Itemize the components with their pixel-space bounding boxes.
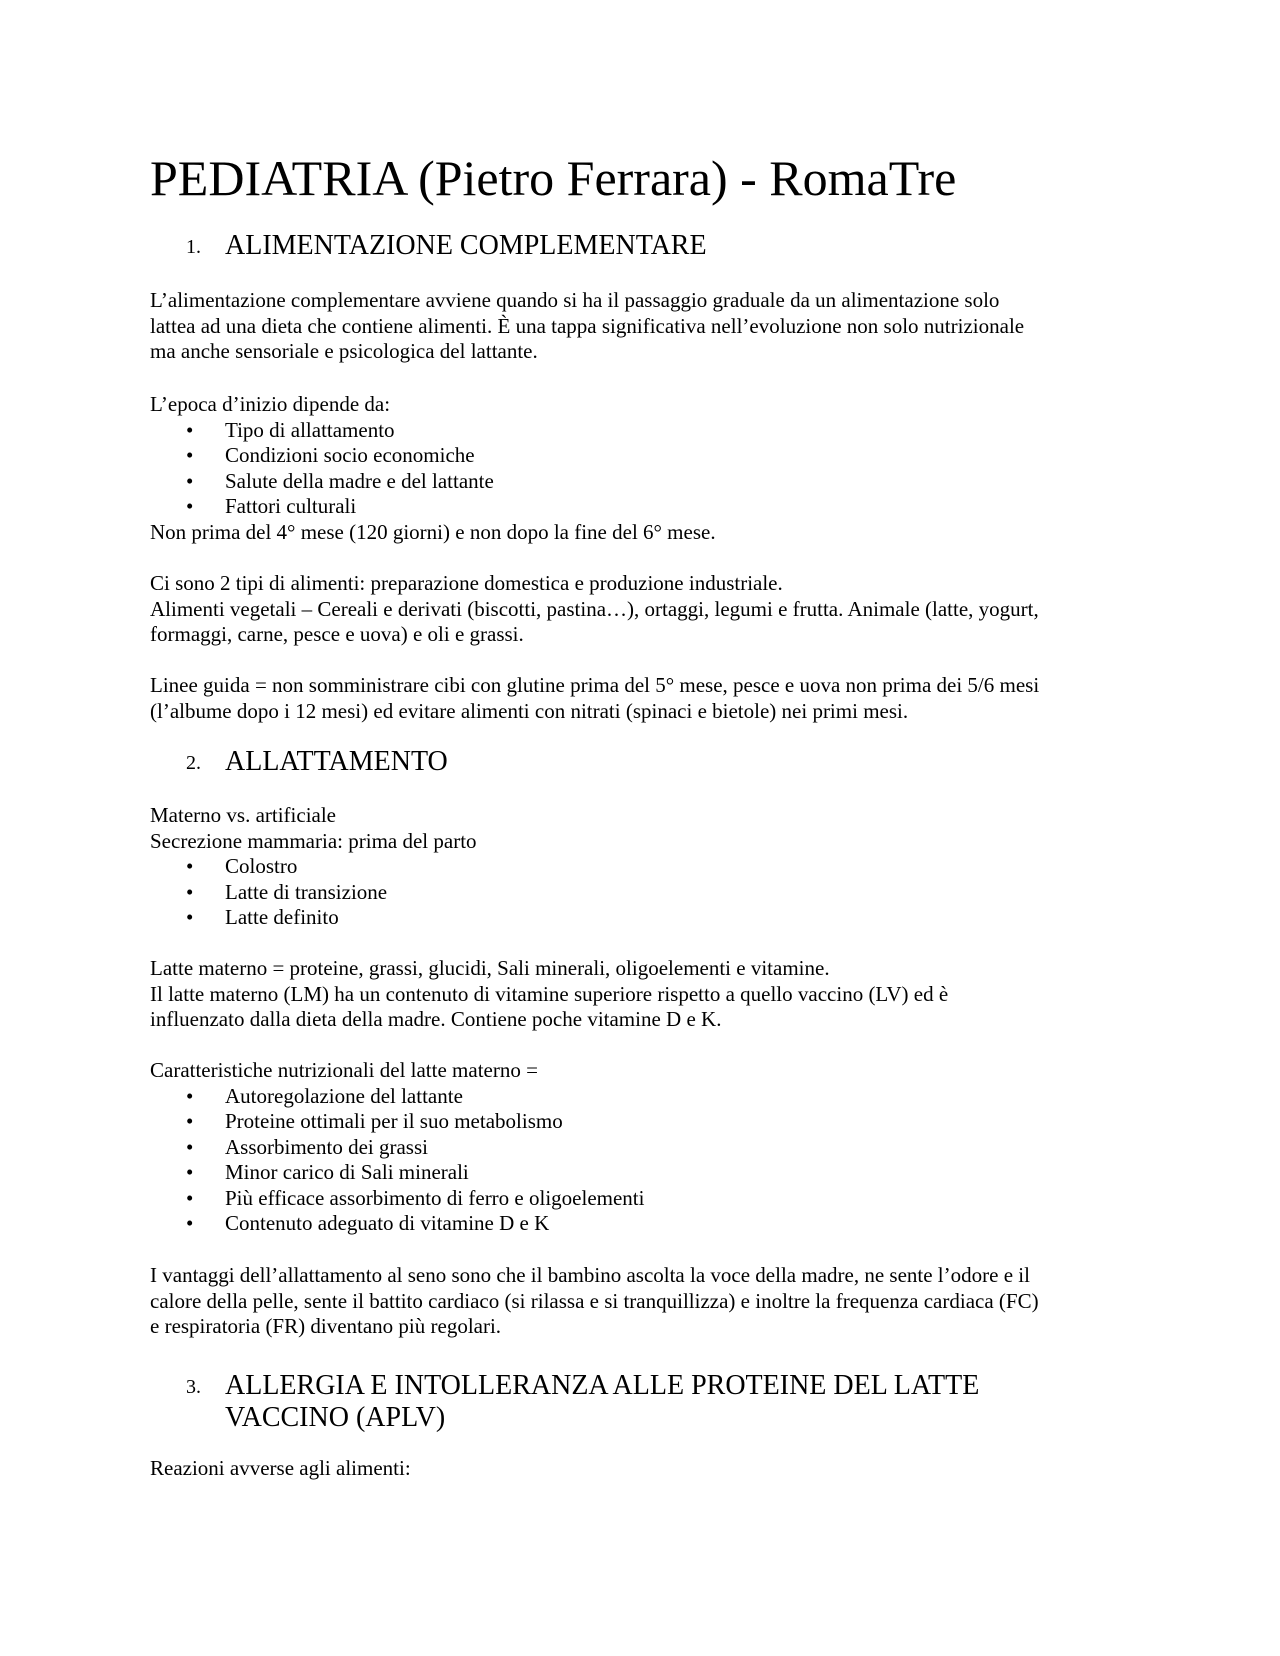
- heading-line: VACCINO (APLV): [225, 1402, 446, 1433]
- section-3-intro: [150, 1456, 1130, 1482]
- heading-line: ALLERGIA E INTOLLERANZA ALLE PROTEINE DEL LATTE: [225, 1370, 980, 1401]
- list-item: • Assorbimento dei grassi: [186, 1134, 428, 1159]
- list-item: • Contenuto adeguato di vitamine D e K: [186, 1211, 550, 1235]
- text-line: Alimenti vegetali – Cereali e derivati (biscotti, pastina…), ortaggi, legumi e frutta. Animale (latte, yogurt,: [150, 596, 1039, 621]
- text-line: L’alimentazione complementare avviene quando si ha il passaggio graduale da un alimentazione solo: [150, 288, 1000, 312]
- document-title: PEDIATRIA (Pietro Ferrara) - RomaTre: [150, 150, 957, 206]
- text-line: ma anche sensoriale e psicologica del lattante.: [150, 339, 538, 363]
- characteristics-list: [150, 1084, 1130, 1237]
- text-line: Il latte materno (LM) ha un contenuto di vitamine superiore rispetto a quello vaccino (LV) ed è: [150, 981, 949, 1006]
- section-1-number: 1.: [186, 236, 201, 258]
- list-item: • Minor carico di Sali minerali: [186, 1160, 469, 1184]
- list-item: • Più efficace assorbimento di ferro e oligoelementi: [186, 1185, 645, 1210]
- list-item: • Tipo di allattamento: [186, 417, 395, 442]
- characteristics-block: [150, 1058, 1130, 1237]
- bullet: •: [186, 1160, 194, 1184]
- list-item: • Latte di transizione: [186, 879, 388, 904]
- text-line: I vantaggi dell’allattamento al seno sono che il bambino ascolta la voce della madre, ne sente l’odore e il: [150, 1263, 1030, 1287]
- section-2-number: 2.: [186, 752, 201, 774]
- bullet: •: [186, 1109, 194, 1133]
- bullet: •: [186, 1185, 194, 1210]
- text-line: formaggi, carne, pesce e uova) e oli e grassi.: [150, 622, 524, 646]
- breastfeeding-block: [150, 803, 1130, 931]
- text-line: Materno vs. artificiale: [150, 803, 337, 827]
- composition-block: [150, 956, 1130, 1033]
- text-line: Reazioni avverse agli alimenti:: [150, 1456, 411, 1480]
- text-line: Secrezione mammaria: prima del parto: [150, 828, 477, 853]
- bullet: •: [186, 1083, 194, 1108]
- onset-list: [150, 418, 1130, 520]
- bullet: •: [186, 494, 194, 518]
- list-item: • Condizioni socio economiche: [186, 443, 475, 467]
- list-item: • Salute della madre e del lattante: [186, 468, 494, 493]
- text-line: e respiratoria (FR) diventano più regolari.: [150, 1314, 502, 1338]
- list-item: • Proteine ottimali per il suo metabolismo: [186, 1109, 563, 1133]
- list-item: • Autoregolazione del lattante: [186, 1083, 463, 1108]
- list-item: • Colostro: [186, 854, 298, 878]
- text-line: Ci sono 2 tipi di alimenti: preparazione domestica e produzione industriale.: [150, 571, 783, 595]
- section-1-title: ALIMENTAZIONE COMPLEMENTARE: [225, 230, 707, 261]
- bullet: •: [186, 854, 194, 878]
- characteristics-label: Caratteristiche nutrizionali del latte materno =: [150, 1058, 538, 1082]
- secretion-list: [150, 854, 1130, 931]
- advantages-block: [150, 1263, 1130, 1340]
- text-line: Linee guida = non somministrare cibi con glutine prima del 5° mese, pesce e uova non prima dei 5/6 mesi: [150, 673, 1040, 697]
- text-line: influenzato dalla dieta della madre. Contiene poche vitamine D e K.: [150, 1007, 722, 1031]
- guidelines-block: [150, 673, 1130, 724]
- list-item: • Fattori culturali: [186, 494, 357, 518]
- bullet: •: [186, 879, 194, 904]
- bullet: •: [186, 1211, 194, 1235]
- list-item: • Latte definito: [186, 905, 339, 929]
- bullet: •: [186, 443, 194, 467]
- foods-block: [150, 571, 1130, 648]
- section-3-title: [225, 1370, 1085, 1434]
- section-1-intro: [150, 288, 1130, 365]
- bullet: •: [186, 468, 194, 493]
- bullet: •: [186, 905, 194, 929]
- section-2-title: ALLATTAMENTO: [225, 746, 448, 777]
- text-line: (l’albume dopo i 12 mesi) ed evitare alimenti con nitrati (spinaci e bietole) nei primi mesi.: [150, 698, 909, 723]
- bullet: •: [186, 1134, 194, 1159]
- text-line: calore della pelle, sente il battito cardiaco (si rilassa e si tranquillizza) e inoltre la frequenza cardiaca (FC): [150, 1288, 1039, 1313]
- text-line: Latte materno = proteine, grassi, glucidi, Sali minerali, oligoelementi e vitamine.: [150, 956, 830, 980]
- bullet: •: [186, 417, 194, 442]
- onset-label: L’epoca d’inizio dipende da:: [150, 392, 391, 416]
- timing-line: Non prima del 4° mese (120 giorni) e non dopo la fine del 6° mese.: [150, 519, 716, 544]
- onset-block: [150, 392, 1130, 545]
- section-3-number: 3.: [186, 1376, 201, 1398]
- text-line: lattea ad una dieta che contiene alimenti. È una tappa significativa nell’evoluzione non solo nutrizionale: [150, 313, 1025, 338]
